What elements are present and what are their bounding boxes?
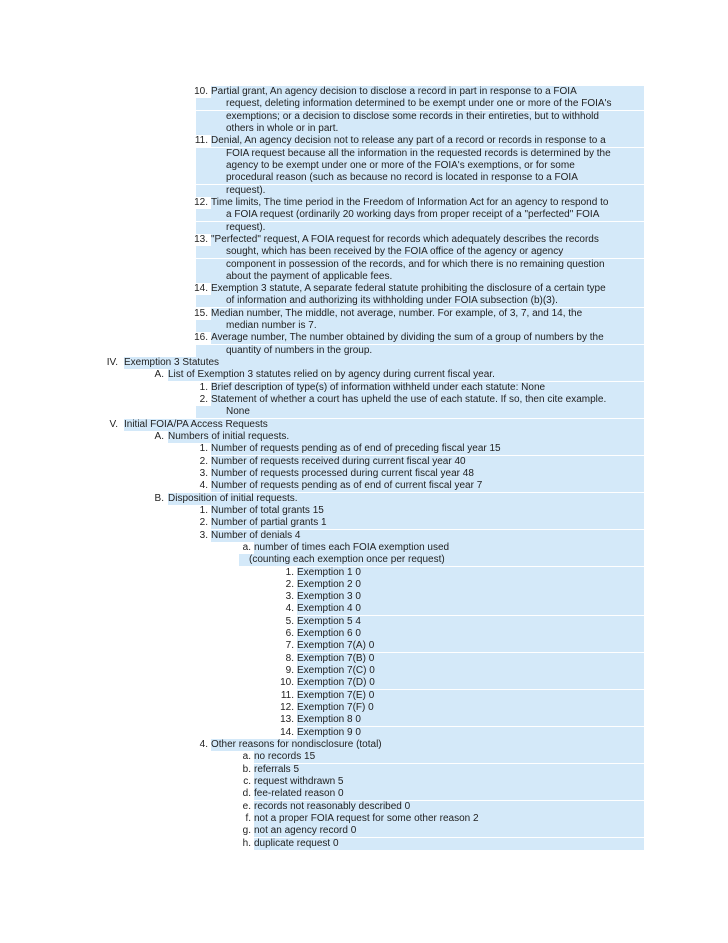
outline-line [0,616,728,628]
outline-text: fee-related reason 0 [254,788,644,800]
outline-line [0,801,728,813]
outline-marker: 9. [285,665,294,676]
outline-text: component in possession of the records, and for which there is no remaining question [196,259,644,271]
outline-text: Exemption 1 0 [297,567,644,579]
outline-marker: 11. [194,135,208,147]
outline-marker: h. [242,837,251,849]
outline-marker: 1. [199,504,208,516]
outline-marker: 8. [285,652,294,664]
outline-marker: 2. [199,517,208,529]
outline-line [0,702,728,714]
outline-text: Number of requests received during current fiscal year 40 [211,456,644,468]
outline-text: quantity of numbers in the group. [196,345,644,357]
outline-text: records not reasonably described 0 [254,801,644,813]
outline-marker: 7. [285,640,294,652]
outline-text: a FOIA request (ordinarily 20 working days from proper receipt of a "perfected" FOIA [196,209,644,221]
outline-line [0,776,728,788]
outline-marker: 16. [194,332,208,344]
outline-marker: 10. [280,677,294,689]
outline-line [0,332,728,344]
outline-marker: 10. [194,86,208,97]
outline-text: Exemption 3 statute, A separate federal statute prohibiting the disclosure of a certain type [211,283,644,295]
outline-line [0,148,728,160]
outline-line [0,222,728,234]
outline-text: Disposition of initial requests. [168,493,644,505]
outline-line [0,185,728,197]
outline-marker: 4. [199,480,208,492]
outline-marker: a. [242,541,251,553]
outline-text: no records 15 [254,751,644,763]
outline-text: (counting each exemption once per request) [239,554,644,566]
outline-marker: 1. [199,443,208,455]
outline-line [0,813,728,825]
outline-text: Numbers of initial requests. [168,431,644,443]
outline-line [0,727,728,739]
outline-marker: IV. [106,357,118,368]
outline-line [0,111,728,123]
outline-text: sought, which has been received by the FOIA office of the agency or agency [196,246,644,258]
outline-marker: 2. [199,394,208,405]
outline-marker: 14. [194,283,208,295]
outline-text: List of Exemption 3 statutes relied on by agency during current fiscal year. [168,369,644,381]
outline-line [0,542,728,554]
outline-line [0,838,728,850]
outline-text: request withdrawn 5 [254,776,644,788]
outline-line [0,308,728,320]
outline-marker: A. [154,369,164,381]
outline-marker: 13. [194,233,208,245]
outline-marker: d. [242,788,251,800]
outline-line [0,357,728,369]
outline-text: referrals 5 [254,764,644,776]
outline-text: Number of partial grants 1 [211,517,644,529]
outline-text: median number is 7. [196,320,644,332]
outline-line [0,369,728,381]
outline-text: about the payment of applicable fees. [196,271,644,283]
outline-text: exemptions; or a decision to disclose some records in their entireties, but to withhold [196,111,644,123]
outline-marker: 2. [285,578,294,590]
outline-marker: b. [242,763,251,775]
outline-marker: g. [242,825,251,837]
outline-text: others in whole or in part. [196,123,644,135]
outline-line [0,197,728,209]
outline-marker: 3. [285,591,294,603]
outline-line [0,98,728,110]
outline-line [0,579,728,591]
outline-line [0,209,728,221]
outline-line [0,788,728,800]
outline-text: Average number, The number obtained by dividing the sum of a group of numbers by the [211,332,644,344]
outline-line [0,419,728,431]
outline-text: Exemption 6 0 [297,628,644,640]
outline-text: of information and authorizing its withholding under FOIA subsection (b)(3). [196,295,644,307]
outline-marker: 12. [280,702,294,713]
outline-line [0,406,728,418]
outline-text: request). [196,222,644,234]
outline-text: Initial FOIA/PA Access Requests [124,419,644,431]
outline-marker: a. [242,751,251,763]
outline-marker: 3. [199,467,208,479]
outline-line [0,283,728,295]
outline-line [0,443,728,455]
outline-text: Exemption 2 0 [297,579,644,591]
outline-line [0,86,728,98]
outline-line [0,628,728,640]
outline-text: Other reasons for nondisclosure (total) [211,739,644,751]
outline-line [0,271,728,283]
outline-line [0,382,728,394]
outline-marker: 6. [285,628,294,640]
outline-line [0,320,728,332]
outline-text: not a proper FOIA request for some other reason 2 [254,813,644,825]
outline-line [0,640,728,652]
outline-line [0,468,728,480]
outline-line [0,246,728,258]
outline-text: Exemption 7(D) 0 [297,677,644,689]
outline-text: duplicate request 0 [254,838,644,850]
outline-text: None [196,406,644,418]
outline-text: Time limits, The time period in the Freedom of Information Act for an agency to respond to [211,197,644,209]
outline-text: Number of requests processed during current fiscal year 48 [211,468,644,480]
outline-line [0,123,728,135]
outline-text: request). [196,185,644,197]
outline-text: Exemption 7(C) 0 [297,665,644,677]
outline-line [0,530,728,542]
outline-text: Partial grant, An agency decision to disclose a record in part in response to a FOIA [211,86,644,98]
outline-text: Exemption 7(E) 0 [297,690,644,702]
outline-line [0,653,728,665]
outline-marker: 4. [199,739,208,750]
outline-line [0,172,728,184]
outline-marker: A. [154,431,164,442]
outline-text: number of times each FOIA exemption used [254,542,644,554]
outline-marker: 4. [285,603,294,615]
outline-line [0,677,728,689]
outline-marker: 13. [280,714,294,726]
outline-text: Number of denials 4 [211,530,644,542]
outline-line [0,295,728,307]
outline-marker: 1. [285,566,294,578]
outline-text: Exemption 7(A) 0 [297,640,644,652]
outline-line [0,394,728,406]
outline-text: Exemption 3 0 [297,591,644,603]
outline-line [0,714,728,726]
outline-text: Denial, An agency decision not to release any part of a record or records in response to a [211,135,644,147]
outline-marker: 5. [285,615,294,627]
outline-text: Exemption 3 Statutes [124,357,644,369]
outline-text: Number of requests pending as of end of preceding fiscal year 15 [211,443,644,455]
outline-marker: 14. [280,726,294,738]
outline-marker: 12. [194,196,208,208]
outline-line [0,603,728,615]
outline-text: Median number, The middle, not average, number. For example, of 3, 7, and 14, the [211,308,644,320]
outline-line [0,591,728,603]
outline-marker: 11. [280,689,294,701]
outline-marker: 15. [194,307,208,319]
outline-marker: f. [245,812,251,824]
outline-line [0,480,728,492]
outline-text: Number of requests pending as of end of current fiscal year 7 [211,480,644,492]
outline-line [0,825,728,837]
outline-line [0,554,728,566]
outline-marker: c. [243,775,251,787]
outline-line [0,517,728,529]
outline-marker: e. [242,800,251,812]
outline-text: Statement of whether a court has upheld the use of each statute. If so, then cite example. [211,394,644,406]
outline-line [0,234,728,246]
outline-line [0,751,728,763]
outline-marker: 3. [199,529,208,541]
outline-text: Exemption 7(F) 0 [297,702,644,714]
outline-line [0,160,728,172]
outline-text: Exemption 8 0 [297,714,644,726]
outline-text: agency to be exempt under one or more of the FOIA's exemptions, or for some [196,160,644,172]
outline-line [0,259,728,271]
outline-marker: V. [109,418,118,430]
outline-marker: 2. [199,455,208,467]
outline-text: Brief description of type(s) of information withheld under each statute: None [211,382,644,394]
outline-text: "Perfected" request, A FOIA request for records which adequately describes the records [211,234,644,246]
outline-text: Number of total grants 15 [211,505,644,517]
outline-line [0,456,728,468]
outline-text: Exemption 9 0 [297,727,644,739]
outline-line [0,135,728,147]
outline-line [0,739,728,751]
outline-line [0,493,728,505]
outline-text: Exemption 4 0 [297,603,644,615]
outline-line [0,505,728,517]
outline-line [0,690,728,702]
outline-marker: 1. [199,381,208,393]
outline-text: FOIA request because all the information in the requested records is determined by the [196,148,644,160]
outline-text: request, deleting information determined to be exempt under one or more of the FOIA's [196,98,644,110]
outline-line [0,431,728,443]
outline-line [0,345,728,357]
outline-line [0,567,728,579]
outline-text: not an agency record 0 [254,825,644,837]
outline-line [0,764,728,776]
outline-text: procedural reason (such as because no record is located in response to a FOIA [196,172,644,184]
outline-text: Exemption 5 4 [297,616,644,628]
outline-line [0,665,728,677]
outline-marker: B. [154,492,164,504]
outline-text: Exemption 7(B) 0 [297,653,644,665]
